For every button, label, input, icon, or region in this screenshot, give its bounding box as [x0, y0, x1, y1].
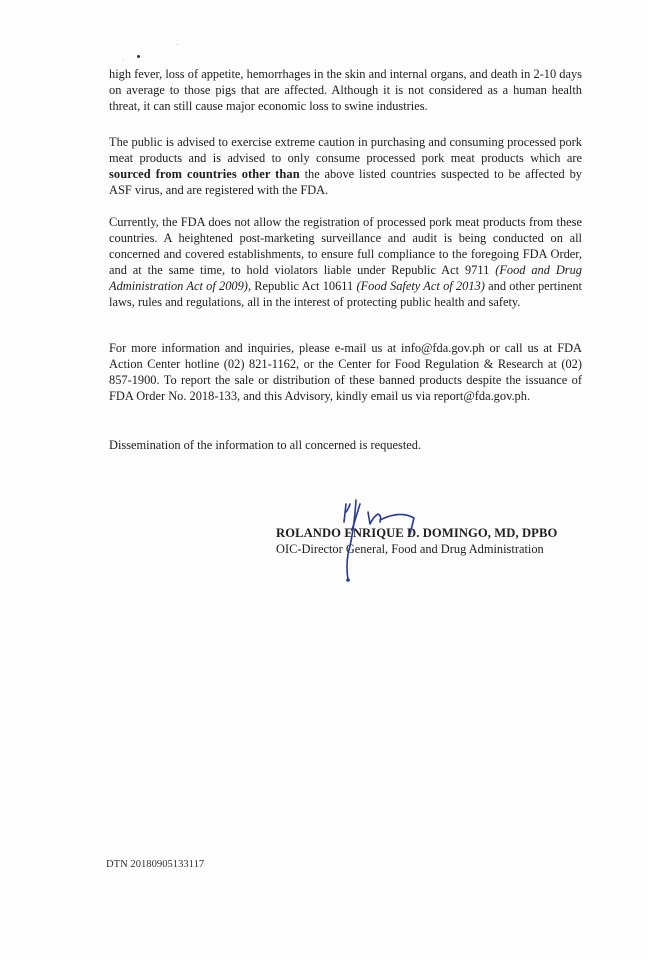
- paragraph-text: Dissemination of the information to all concerned is requested.: [109, 438, 422, 452]
- paragraph-asf-symptoms: [109, 66, 582, 114]
- paragraph-text: the above listed countries suspected to be affected by ASF virus, and are registered with the FDA.: [109, 167, 582, 198]
- scan-speck: [177, 44, 178, 45]
- paragraph-dissemination: [109, 437, 582, 453]
- paragraph-text: , Republic Act 10611: [247, 279, 357, 294]
- paragraph-text: Currently, the FDA does not allow the registration of processed pork meat products from these countries. A heightened post-marketing surveillance and audit is being conducted on all concerned and covered establishments, to ensure full compliance to the foregoing FDA Order, and at the same time, to hold violators liable under Republic Act 9711: [109, 215, 582, 278]
- handwritten-signature: [330, 492, 480, 582]
- paragraph-text: high fever, loss of appetite, hemorrhages in the skin and internal organs, and death in 2-10 days on average to those pigs that are affected. Although it is not considered as a human health threat, it can still cause major economic loss to swine industries.: [109, 67, 582, 114]
- paragraph-registration-policy: [109, 214, 582, 311]
- law-citation-ra10611: (Food Safety Act of 2013): [356, 279, 485, 294]
- document-tracking-number: DTN 20180905133117: [106, 859, 205, 870]
- scan-speck: [137, 55, 140, 58]
- law-citation-ra9711: (Food and Drug Administration Act of 2009): [109, 263, 582, 294]
- scan-speck: [123, 59, 124, 60]
- paragraph-text: For more information and inquiries, please e-mail us at info@fda.gov.ph or call us at FDA Action Center hotline (02) 821-1162, or the Center for Food Regulation & Research at (02) 857-1900. To report the sale or distribution of these banned products despite the issuance of FDA Order No. 2018-133, and this Advisory, kindly email us via report@fda.gov.ph.: [109, 341, 582, 404]
- signatory-title: OIC-Director General, Food and Drug Administration: [276, 542, 544, 556]
- paragraph-text: The public is advised to exercise extreme caution in purchasing and consuming processed pork meat products and is advised to only consume processed pork meat products which are: [109, 135, 582, 166]
- emphasis-bold: sourced from countries other than: [109, 167, 300, 182]
- signatory-name: ROLANDO ENRIQUE D. DOMINGO, MD, DPBO: [276, 526, 558, 540]
- paragraph-public-advisory: [109, 134, 582, 198]
- paragraph-text: and other pertinent laws, rules and regulations, all in the interest of protecting public health and safety.: [109, 279, 583, 310]
- paragraph-contact-info: [109, 340, 582, 404]
